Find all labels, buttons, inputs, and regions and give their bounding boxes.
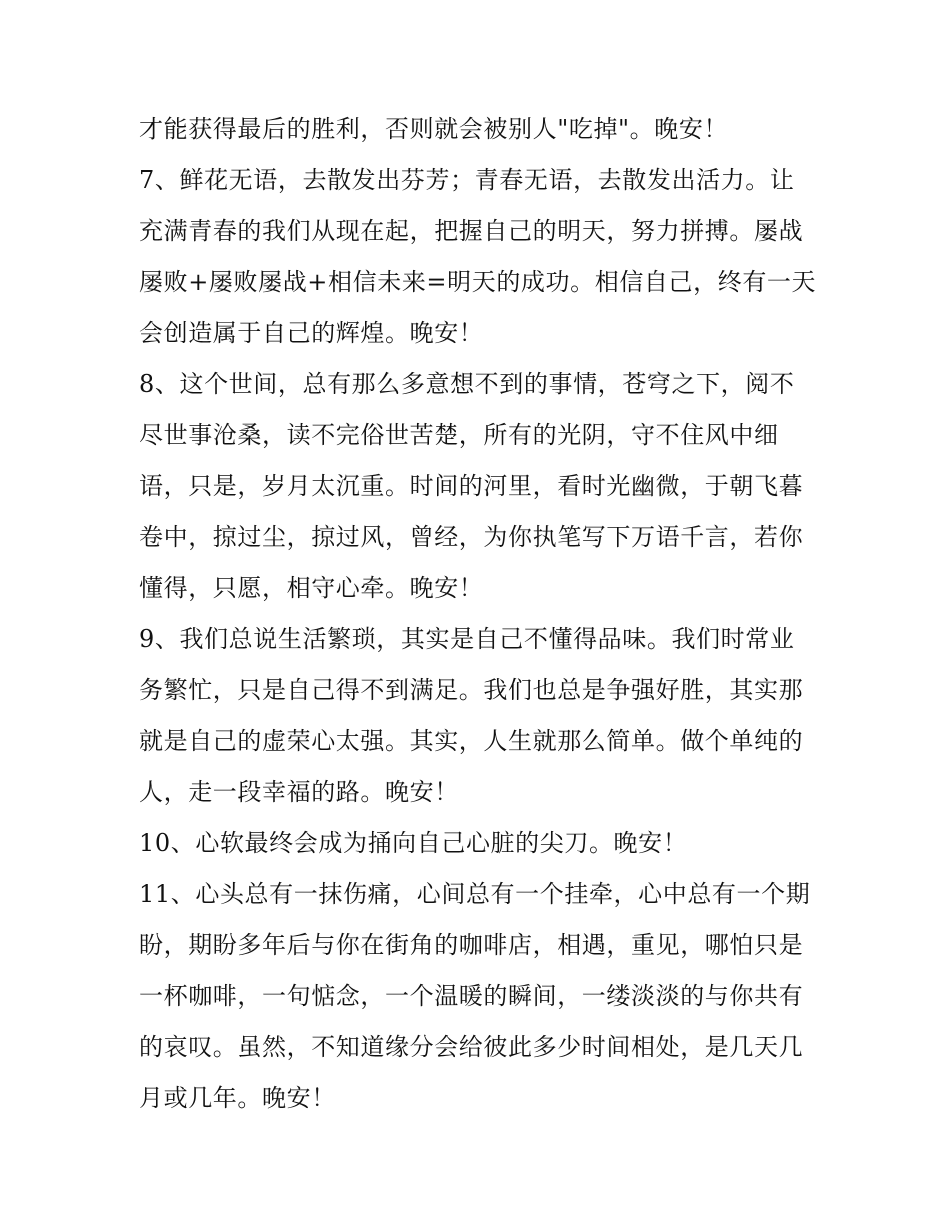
text-line: 才能获得最后的胜利，否则就会被别人"吃掉"。晚安！ (139, 115, 729, 143)
text-line: 懂得，只愿，相守心牵。晚安！ (139, 574, 484, 602)
document-body (139, 104, 819, 1124)
text-line: 务繁忙，只是自己得不到满足。我们也总是争强好胜，其实那 (139, 676, 804, 704)
text-line: 盼，期盼多年后与你在街角的咖啡店，相遇，重见，哪怕只是 (139, 931, 804, 959)
text-line: 11、心头总有一抹伤痛，心间总有一个挂牵，心中总有一个期 (139, 880, 811, 908)
text-line: 尽世事沧桑，读不完俗世苦楚，所有的光阴，守不住风中细 (139, 421, 779, 449)
text-line: 卷中，掠过尘，掠过风，曾经，为你执笔写下万语千言，若你 (139, 523, 804, 551)
text-line: 人，走一段幸福的路。晚安！ (139, 778, 459, 806)
text-line: 一杯咖啡，一句惦念，一个温暖的瞬间，一缕淡淡的与你共有 (139, 982, 804, 1010)
text-line: 就是自己的虚荣心太强。其实，人生就那么简单。做个单纯的 (139, 727, 804, 755)
text-line: 充满青春的我们从现在起，把握自己的明天，努力拼搏。屡战 (139, 217, 804, 245)
text-line: 9、我们总说生活繁琐，其实是自己不懂得品味。我们时常业 (139, 625, 795, 653)
text-line: 月或几年。晚安！ (139, 1084, 336, 1112)
text-line: 会创造属于自己的辉煌。晚安！ (139, 319, 484, 347)
text-line: 7、鲜花无语，去散发出芬芳；青春无语，去散发出活力。让 (139, 166, 795, 194)
text-line: 8、这个世间，总有那么多意想不到的事情，苍穹之下，阅不 (139, 370, 795, 398)
text-line: 语，只是，岁月太沉重。时间的河里，看时光幽微，于朝飞暮 (139, 472, 804, 500)
text-line: 的哀叹。虽然，不知道缘分会给彼此多少时间相处，是几天几 (139, 1033, 804, 1061)
text-line: 10、心软最终会成为捅向自己心脏的尖刀。晚安！ (139, 829, 688, 857)
text-line: 屡败+屡败屡战+相信未来=明天的成功。相信自己，终有一天 (139, 268, 817, 296)
